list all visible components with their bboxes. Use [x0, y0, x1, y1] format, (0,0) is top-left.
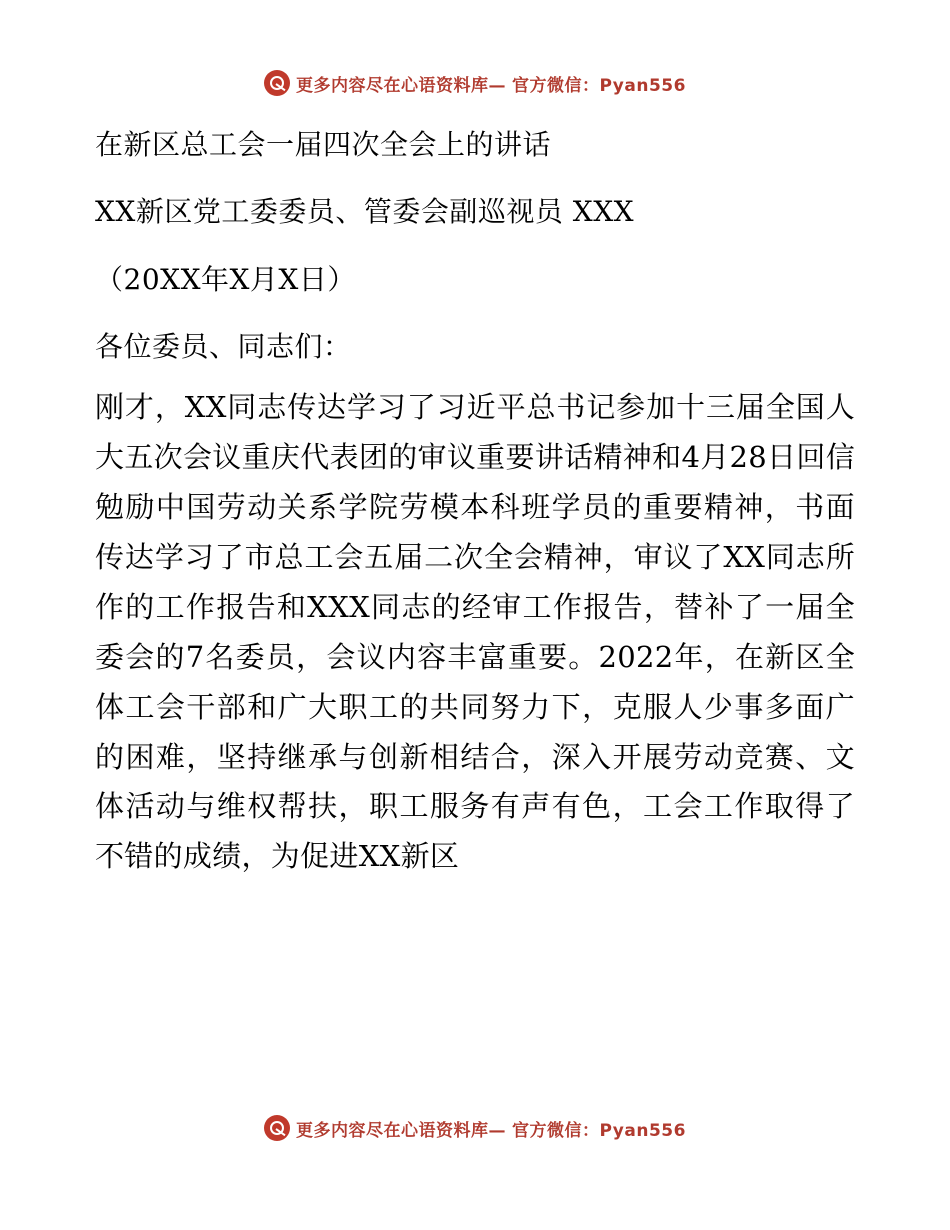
circle-search-logo-icon	[264, 70, 290, 96]
document-body	[95, 122, 855, 882]
circle-search-logo-icon	[264, 1115, 290, 1141]
watermark-text: 更多内容尽在心语资料库—	[296, 75, 507, 96]
document-speaker: XX新区党工委委员、管委会副巡视员 XXX	[95, 195, 635, 229]
watermark-text: 更多内容尽在心语资料库—	[296, 1120, 507, 1141]
watermark-top	[0, 70, 950, 96]
watermark-wechat-text: 官方微信：Pyan556	[512, 1120, 686, 1141]
document-paragraph-1: 刚才，XX同志传达学习了习近平总书记参加十三届全国人大五次会议重庆代表团的审议重要讲话精神和4月28日回信勉励中国劳动关系学院劳模本科班学员的重要精神，书面传达学习了市总工会五届二次全会精神，审议了XX同志所作的工作报告和XXX同志的经审工作报告，替补了一届全委会的7名委员，会议内容丰富重要。2022年，在新区全体工会干部和广大职工的共同努力下，克服人少事多面广的困难，坚持继承与创新相结合，深入开展劳动竞赛、文体活动与维权帮扶，职工服务有声有色，工会工作取得了不错的成绩，为促进XX新区	[95, 390, 855, 874]
document-title: 在新区总工会一届四次全会上的讲话	[95, 128, 552, 161]
watermark-wechat-text: 官方微信：Pyan556	[512, 75, 686, 96]
document-salutation: 各位委员、同志们：	[95, 330, 352, 364]
document-date: （20XX年X月X日）	[95, 262, 356, 296]
watermark-bottom	[0, 1115, 950, 1141]
